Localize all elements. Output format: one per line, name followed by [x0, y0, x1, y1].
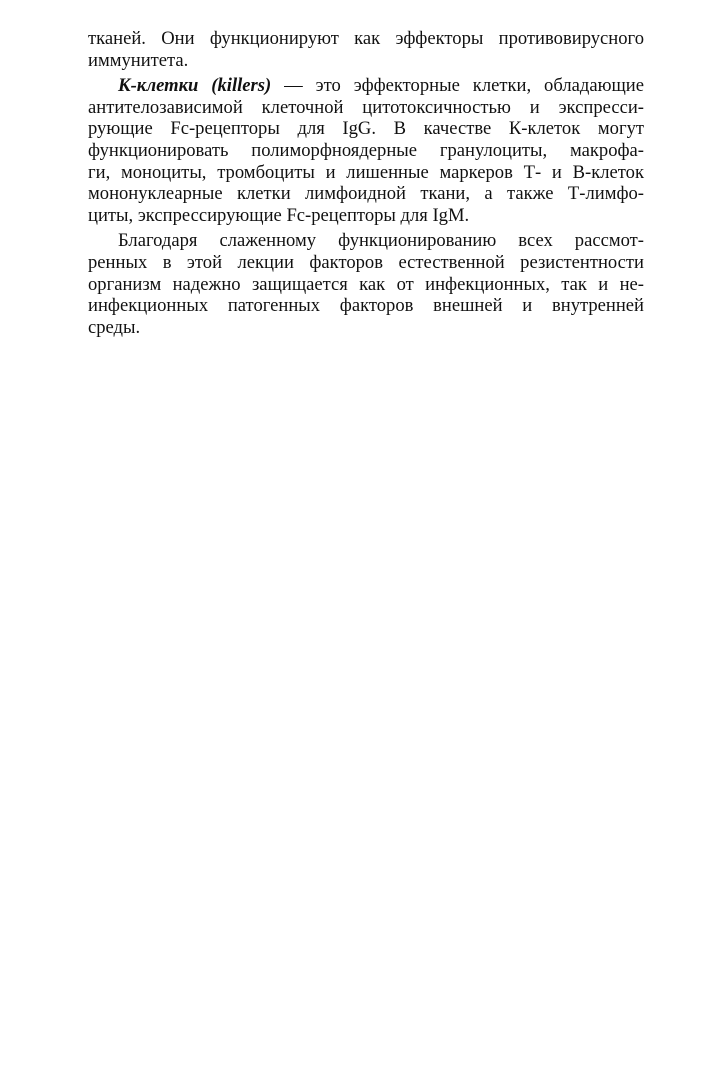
text-line: иммунитета. [88, 49, 189, 71]
text-line: антителозависимой клеточной цитотоксичностью и экспресси- [88, 96, 644, 118]
text-line: тканей. Они функционируют как эффекторы противовирусного [88, 28, 644, 49]
text-line: циты, экспрессирующие Fc-рецепторы для IgM. [88, 204, 470, 226]
text-line: мононуклеарные клетки лимфоидной ткани, а также Т-лимфо- [88, 183, 644, 205]
text-line: инфекционных патогенных факторов внешней и внутренней [88, 295, 644, 317]
text-line [88, 75, 644, 97]
text-fragment: — это эффекторные клетки, обладающие [271, 75, 644, 97]
body-text [88, 28, 644, 338]
text-line: функционировать полиморфноядерные гранулоциты, макрофа- [88, 139, 644, 161]
text-line: рующие Fc-рецепторы для IgG. В качестве К-клеток могут [88, 118, 644, 140]
paragraph-2 [88, 75, 644, 226]
text-line: ренных в этой лекции факторов естественной резистентности [88, 251, 644, 273]
paragraph-1 [88, 28, 644, 71]
text-line: Благодаря слаженному функционированию всех рассмот- [118, 230, 644, 252]
text-line: ги, моноциты, тромбоциты и лишенные маркеров Т- и В-клеток [88, 161, 644, 183]
term-k-cells: К-клетки (killers) [118, 75, 272, 97]
text-line: организм надежно защищается как от инфекционных, так и не- [88, 273, 644, 295]
text-line: среды. [88, 316, 141, 338]
paragraph-3 [88, 230, 644, 338]
